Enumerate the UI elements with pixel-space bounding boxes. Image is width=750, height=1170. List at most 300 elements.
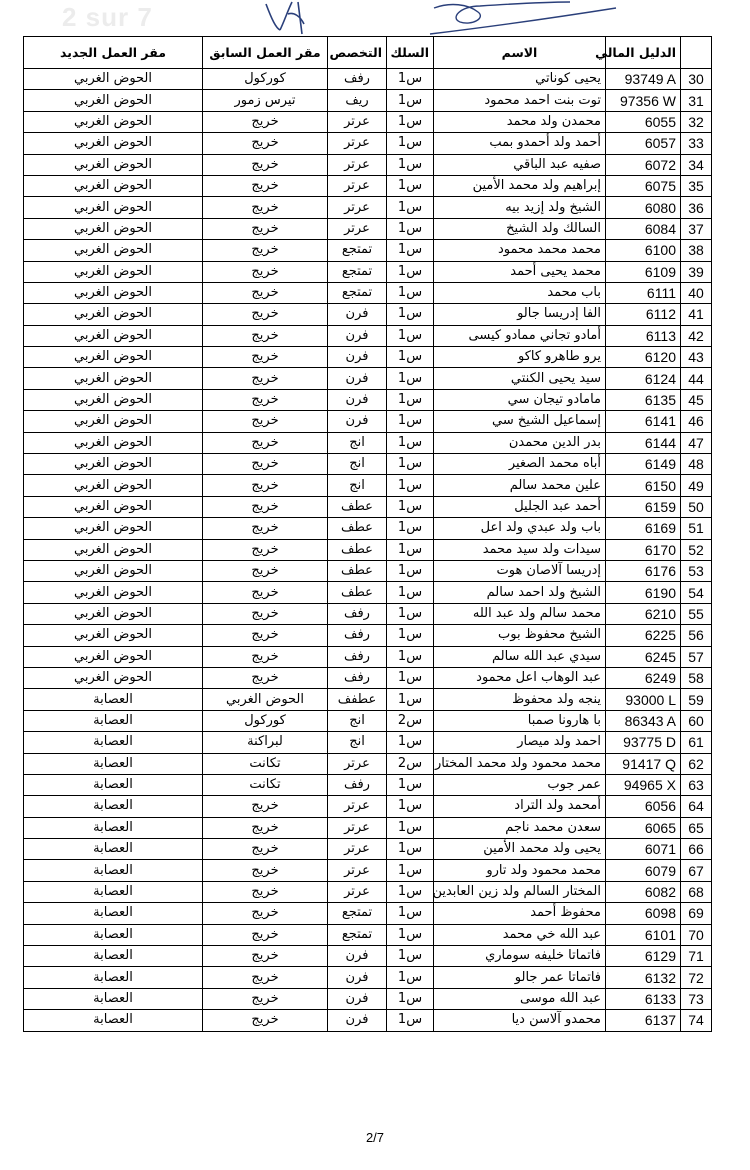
table-row	[24, 582, 712, 603]
rank-cell: س1	[387, 646, 434, 667]
previous-post-cell: خريج	[203, 946, 328, 967]
table-row	[24, 411, 712, 432]
name-cell: أمادو تجاني ممادو كيسى	[434, 325, 606, 346]
table-header-row	[24, 37, 712, 69]
name-cell: عبد الله موسى	[434, 988, 606, 1009]
name-cell: صفيه عبد الباقي	[434, 154, 606, 175]
row-number: 41	[681, 304, 712, 325]
rank-cell: س1	[387, 560, 434, 581]
financial-id-cell: 6149	[606, 454, 681, 475]
row-number: 59	[681, 689, 712, 710]
specialty-cell: عرتر	[328, 860, 387, 881]
previous-post-cell: خريج	[203, 175, 328, 196]
row-number: 67	[681, 860, 712, 881]
previous-post-cell: خريج	[203, 197, 328, 218]
new-post-cell: الحوض الغربي	[24, 411, 203, 432]
financial-id-cell: 6150	[606, 475, 681, 496]
previous-post-cell: كوركول	[203, 69, 328, 90]
name-cell: محمد يحيى أحمد	[434, 261, 606, 282]
table-row	[24, 154, 712, 175]
header-financial-id: الدليل المالي	[606, 37, 681, 69]
specialty-cell: عطف	[328, 496, 387, 517]
row-number: 57	[681, 646, 712, 667]
rank-cell: س1	[387, 261, 434, 282]
specialty-cell: انج	[328, 432, 387, 453]
new-post-cell: العصابة	[24, 946, 203, 967]
new-post-cell: العصابة	[24, 903, 203, 924]
previous-post-cell: خريج	[203, 924, 328, 945]
specialty-cell: عرتر	[328, 197, 387, 218]
name-cell: بدر الدين محمدن	[434, 432, 606, 453]
previous-post-cell: خريج	[203, 432, 328, 453]
table-row	[24, 860, 712, 881]
name-cell: فاتماتا عمر جالو	[434, 967, 606, 988]
name-cell: إدريسا آلاصان هوت	[434, 560, 606, 581]
previous-post-cell: خريج	[203, 860, 328, 881]
table-row	[24, 518, 712, 539]
name-cell: يرو طاهرو كاكو	[434, 347, 606, 368]
specialty-cell: عرتر	[328, 218, 387, 239]
financial-id-cell: 6109	[606, 261, 681, 282]
row-number: 52	[681, 539, 712, 560]
financial-id-cell: 86343 A	[606, 710, 681, 731]
new-post-cell: الحوض الغربي	[24, 90, 203, 111]
rank-cell: س1	[387, 304, 434, 325]
name-cell: أحمد عبد الجليل	[434, 496, 606, 517]
previous-post-cell: خريج	[203, 133, 328, 154]
row-number: 38	[681, 240, 712, 261]
new-post-cell: الحوض الغربي	[24, 454, 203, 475]
new-post-cell: الحوض الغربي	[24, 133, 203, 154]
row-number: 55	[681, 603, 712, 624]
rank-cell: س1	[387, 625, 434, 646]
header-name: الاسم	[434, 37, 606, 69]
previous-post-cell: خريج	[203, 496, 328, 517]
new-post-cell: العصابة	[24, 753, 203, 774]
financial-id-cell: 6113	[606, 325, 681, 346]
rank-cell: س1	[387, 154, 434, 175]
previous-post-cell: خريج	[203, 411, 328, 432]
table-row	[24, 924, 712, 945]
financial-id-cell: 6137	[606, 1010, 681, 1031]
specialty-cell: عطف	[328, 582, 387, 603]
specialty-cell: فرن	[328, 967, 387, 988]
financial-id-cell: 6210	[606, 603, 681, 624]
new-post-cell: الحوض الغربي	[24, 325, 203, 346]
previous-post-cell: خريج	[203, 218, 328, 239]
row-number: 47	[681, 432, 712, 453]
specialty-cell: انج	[328, 475, 387, 496]
financial-id-cell: 6135	[606, 389, 681, 410]
rank-cell: س2	[387, 710, 434, 731]
new-post-cell: العصابة	[24, 988, 203, 1009]
rank-cell: س1	[387, 881, 434, 902]
row-number: 64	[681, 796, 712, 817]
name-cell: عمر جوب	[434, 774, 606, 795]
table-body	[24, 69, 712, 1032]
name-cell: باب محمد	[434, 282, 606, 303]
row-number: 61	[681, 732, 712, 753]
rank-cell: س1	[387, 454, 434, 475]
new-post-cell: العصابة	[24, 710, 203, 731]
new-post-cell: الحوض الغربي	[24, 175, 203, 196]
previous-post-cell: خريج	[203, 368, 328, 389]
rank-cell: س1	[387, 774, 434, 795]
new-post-cell: الحوض الغربي	[24, 218, 203, 239]
row-number: 50	[681, 496, 712, 517]
table-row	[24, 454, 712, 475]
financial-id-cell: 6141	[606, 411, 681, 432]
new-post-cell: الحوض الغربي	[24, 347, 203, 368]
rank-cell: س1	[387, 946, 434, 967]
previous-post-cell: خريج	[203, 282, 328, 303]
name-cell: با هارونا صمبا	[434, 710, 606, 731]
table-row	[24, 903, 712, 924]
rank-cell: س1	[387, 240, 434, 261]
name-cell: علين محمد سالم	[434, 475, 606, 496]
rank-cell: س1	[387, 432, 434, 453]
specialty-cell: عرتر	[328, 175, 387, 196]
new-post-cell: الحوض الغربي	[24, 197, 203, 218]
specialty-cell: ريف	[328, 90, 387, 111]
specialty-cell: رفف	[328, 774, 387, 795]
previous-post-cell: خريج	[203, 240, 328, 261]
previous-post-cell: الحوض الغربي	[203, 689, 328, 710]
row-number: 34	[681, 154, 712, 175]
name-cell: محفوظ أحمد	[434, 903, 606, 924]
table-row	[24, 967, 712, 988]
rank-cell: س1	[387, 496, 434, 517]
financial-id-cell: 6144	[606, 432, 681, 453]
new-post-cell: العصابة	[24, 881, 203, 902]
new-post-cell: الحوض الغربي	[24, 603, 203, 624]
previous-post-cell: لبراكنة	[203, 732, 328, 753]
table-row	[24, 325, 712, 346]
row-number: 40	[681, 282, 712, 303]
name-cell: عبد الوهاب اعل محمود	[434, 667, 606, 688]
specialty-cell: عرتر	[328, 881, 387, 902]
rank-cell: س1	[387, 967, 434, 988]
table-row	[24, 689, 712, 710]
name-cell: إسماعيل الشيخ سي	[434, 411, 606, 432]
previous-post-cell: كوركول	[203, 710, 328, 731]
financial-id-cell: 6249	[606, 667, 681, 688]
table-row	[24, 646, 712, 667]
row-number: 37	[681, 218, 712, 239]
row-number: 62	[681, 753, 712, 774]
new-post-cell: الحوض الغربي	[24, 368, 203, 389]
financial-id-cell: 6080	[606, 197, 681, 218]
previous-post-cell: خريج	[203, 967, 328, 988]
new-post-cell: الحوض الغربي	[24, 240, 203, 261]
name-cell: أحمد ولد أحمدو بمب	[434, 133, 606, 154]
page-number: 2/7	[365, 1130, 385, 1145]
new-post-cell: الحوض الغربي	[24, 625, 203, 646]
previous-post-cell: خريج	[203, 454, 328, 475]
rank-cell: س1	[387, 197, 434, 218]
specialty-cell: تمتجع	[328, 240, 387, 261]
specialty-cell: فرن	[328, 347, 387, 368]
signature-mark-left	[258, 0, 318, 34]
specialty-cell: فرن	[328, 411, 387, 432]
specialty-cell: رفف	[328, 69, 387, 90]
specialty-cell: فرن	[328, 946, 387, 967]
row-number: 70	[681, 924, 712, 945]
rank-cell: س1	[387, 218, 434, 239]
new-post-cell: الحوض الغربي	[24, 646, 203, 667]
staff-transfer-table	[23, 36, 712, 1032]
rank-cell: س1	[387, 582, 434, 603]
name-cell: مامادو تيجان سي	[434, 389, 606, 410]
name-cell: أباه محمد الصغير	[434, 454, 606, 475]
financial-id-cell: 6100	[606, 240, 681, 261]
row-number: 56	[681, 625, 712, 646]
rank-cell: س1	[387, 368, 434, 389]
table-row	[24, 90, 712, 111]
financial-id-cell: 6057	[606, 133, 681, 154]
previous-post-cell: خريج	[203, 325, 328, 346]
new-post-cell: العصابة	[24, 774, 203, 795]
name-cell: إبراهيم ولد محمد الأمين	[434, 175, 606, 196]
row-number: 42	[681, 325, 712, 346]
row-number: 58	[681, 667, 712, 688]
rank-cell: س1	[387, 389, 434, 410]
new-post-cell: الحوض الغربي	[24, 111, 203, 132]
table-row	[24, 261, 712, 282]
row-number: 68	[681, 881, 712, 902]
row-number: 48	[681, 454, 712, 475]
rank-cell: س1	[387, 133, 434, 154]
financial-id-cell: 6056	[606, 796, 681, 817]
new-post-cell: الحوض الغربي	[24, 432, 203, 453]
name-cell: محمدو آلاسن ديا	[434, 1010, 606, 1031]
new-post-cell: الحوض الغربي	[24, 69, 203, 90]
financial-id-cell: 97356 W	[606, 90, 681, 111]
specialty-cell: عرتر	[328, 753, 387, 774]
name-cell: الشيخ محفوظ بوب	[434, 625, 606, 646]
financial-id-cell: 6084	[606, 218, 681, 239]
specialty-cell: رفف	[328, 667, 387, 688]
new-post-cell: العصابة	[24, 839, 203, 860]
financial-id-cell: 6079	[606, 860, 681, 881]
table-row	[24, 732, 712, 753]
rank-cell: س1	[387, 475, 434, 496]
header-previous-post: مقر العمل السابق	[203, 37, 328, 69]
new-post-cell: العصابة	[24, 689, 203, 710]
table-row	[24, 1010, 712, 1031]
new-post-cell: العصابة	[24, 1010, 203, 1031]
previous-post-cell: خريج	[203, 539, 328, 560]
new-post-cell: الحوض الغربي	[24, 475, 203, 496]
financial-id-cell: 6082	[606, 881, 681, 902]
name-cell: محمد محمود ولد محمد المختار	[434, 753, 606, 774]
new-post-cell: العصابة	[24, 817, 203, 838]
row-number: 60	[681, 710, 712, 731]
table-row	[24, 175, 712, 196]
rank-cell: س1	[387, 325, 434, 346]
rank-cell: س2	[387, 753, 434, 774]
row-number: 66	[681, 839, 712, 860]
rank-cell: س1	[387, 1010, 434, 1031]
table-row	[24, 667, 712, 688]
financial-id-cell: 6176	[606, 560, 681, 581]
name-cell: الفا إدريسا جالو	[434, 304, 606, 325]
specialty-cell: انج	[328, 710, 387, 731]
name-cell: توت بنت احمد محمود	[434, 90, 606, 111]
table-row	[24, 603, 712, 624]
header-specialty: التخصص	[328, 37, 387, 69]
name-cell: محمد محمد محمود	[434, 240, 606, 261]
name-cell: أمحمد ولد التراد	[434, 796, 606, 817]
previous-post-cell: خريج	[203, 881, 328, 902]
rank-cell: س1	[387, 732, 434, 753]
new-post-cell: الحوض الغربي	[24, 154, 203, 175]
previous-post-cell: خريج	[203, 625, 328, 646]
new-post-cell: الحوض الغربي	[24, 667, 203, 688]
row-number: 65	[681, 817, 712, 838]
previous-post-cell: خريج	[203, 111, 328, 132]
rank-cell: س1	[387, 111, 434, 132]
name-cell: الشيخ ولد إزيد بيه	[434, 197, 606, 218]
previous-post-cell: تكانت	[203, 774, 328, 795]
table-row	[24, 389, 712, 410]
previous-post-cell: خريج	[203, 1010, 328, 1031]
financial-id-cell: 94965 X	[606, 774, 681, 795]
specialty-cell: فرن	[328, 389, 387, 410]
specialty-cell: تمتجع	[328, 924, 387, 945]
financial-id-cell: 6098	[606, 903, 681, 924]
table-row	[24, 988, 712, 1009]
name-cell: محمد محمود ولد تارو	[434, 860, 606, 881]
table-row	[24, 560, 712, 581]
new-post-cell: الحوض الغربي	[24, 518, 203, 539]
new-post-cell: الحوض الغربي	[24, 582, 203, 603]
rank-cell: س1	[387, 689, 434, 710]
rank-cell: س1	[387, 903, 434, 924]
table-row	[24, 347, 712, 368]
specialty-cell: عرتر	[328, 111, 387, 132]
row-number: 39	[681, 261, 712, 282]
table-row	[24, 368, 712, 389]
previous-post-cell: خريج	[203, 389, 328, 410]
rank-cell: س1	[387, 796, 434, 817]
name-cell: المختار السالم ولد زين العابدين	[434, 881, 606, 902]
table-row	[24, 240, 712, 261]
header-new-post: مقر العمل الجديد	[24, 37, 203, 69]
rank-cell: س1	[387, 924, 434, 945]
new-post-cell: العصابة	[24, 967, 203, 988]
financial-id-cell: 6124	[606, 368, 681, 389]
previous-post-cell: خريج	[203, 796, 328, 817]
table-row	[24, 539, 712, 560]
financial-id-cell: 6065	[606, 817, 681, 838]
name-cell: سيدات ولد سيد محمد	[434, 539, 606, 560]
table-row	[24, 69, 712, 90]
specialty-cell: انج	[328, 454, 387, 475]
name-cell: محمد سالم ولد عبد الله	[434, 603, 606, 624]
specialty-cell: فرن	[328, 304, 387, 325]
financial-id-cell: 6071	[606, 839, 681, 860]
table-row	[24, 432, 712, 453]
table-row	[24, 304, 712, 325]
financial-id-cell: 6190	[606, 582, 681, 603]
financial-id-cell: 6112	[606, 304, 681, 325]
table-row	[24, 839, 712, 860]
specialty-cell: عطف	[328, 560, 387, 581]
financial-id-cell: 6225	[606, 625, 681, 646]
name-cell: سيدي عبد الله سالم	[434, 646, 606, 667]
specialty-cell: انج	[328, 732, 387, 753]
table-row	[24, 218, 712, 239]
row-number: 51	[681, 518, 712, 539]
financial-id-cell: 6170	[606, 539, 681, 560]
row-number: 43	[681, 347, 712, 368]
financial-id-cell: 93000 L	[606, 689, 681, 710]
new-post-cell: العصابة	[24, 796, 203, 817]
financial-id-cell: 6120	[606, 347, 681, 368]
financial-id-cell: 6133	[606, 988, 681, 1009]
name-cell: ينجه ولد محفوظ	[434, 689, 606, 710]
rank-cell: س1	[387, 347, 434, 368]
financial-id-cell: 6245	[606, 646, 681, 667]
rank-cell: س1	[387, 603, 434, 624]
table-row	[24, 133, 712, 154]
table-row	[24, 496, 712, 517]
table-row	[24, 881, 712, 902]
specialty-cell: عرتر	[328, 839, 387, 860]
table-row	[24, 625, 712, 646]
row-number: 31	[681, 90, 712, 111]
new-post-cell: العصابة	[24, 924, 203, 945]
row-number: 36	[681, 197, 712, 218]
rank-cell: س1	[387, 282, 434, 303]
row-number: 74	[681, 1010, 712, 1031]
row-number: 54	[681, 582, 712, 603]
rank-cell: س1	[387, 175, 434, 196]
financial-id-cell: 6132	[606, 967, 681, 988]
name-cell: يحيى كوناتي	[434, 69, 606, 90]
financial-id-cell: 6055	[606, 111, 681, 132]
table-row	[24, 197, 712, 218]
previous-post-cell: خريج	[203, 518, 328, 539]
table-row	[24, 796, 712, 817]
row-number: 73	[681, 988, 712, 1009]
new-post-cell: العصابة	[24, 732, 203, 753]
previous-post-cell: خريج	[203, 475, 328, 496]
specialty-cell: فرن	[328, 368, 387, 389]
row-number: 30	[681, 69, 712, 90]
new-post-cell: الحوض الغربي	[24, 389, 203, 410]
table-row	[24, 774, 712, 795]
specialty-cell: رفف	[328, 646, 387, 667]
rank-cell: س1	[387, 518, 434, 539]
financial-id-cell: 6111	[606, 282, 681, 303]
name-cell: الشيخ ولد احمد سالم	[434, 582, 606, 603]
previous-post-cell: خريج	[203, 154, 328, 175]
specialty-cell: عطف	[328, 539, 387, 560]
row-number: 46	[681, 411, 712, 432]
financial-id-cell: 93749 A	[606, 69, 681, 90]
name-cell: محمدن ولد محمد	[434, 111, 606, 132]
previous-post-cell: خريج	[203, 667, 328, 688]
table-row	[24, 475, 712, 496]
financial-id-cell: 6129	[606, 946, 681, 967]
table-row	[24, 817, 712, 838]
name-cell: يحيى ولد محمد الأمين	[434, 839, 606, 860]
rank-cell: س1	[387, 988, 434, 1009]
row-number: 63	[681, 774, 712, 795]
name-cell: عبد الله خي محمد	[434, 924, 606, 945]
